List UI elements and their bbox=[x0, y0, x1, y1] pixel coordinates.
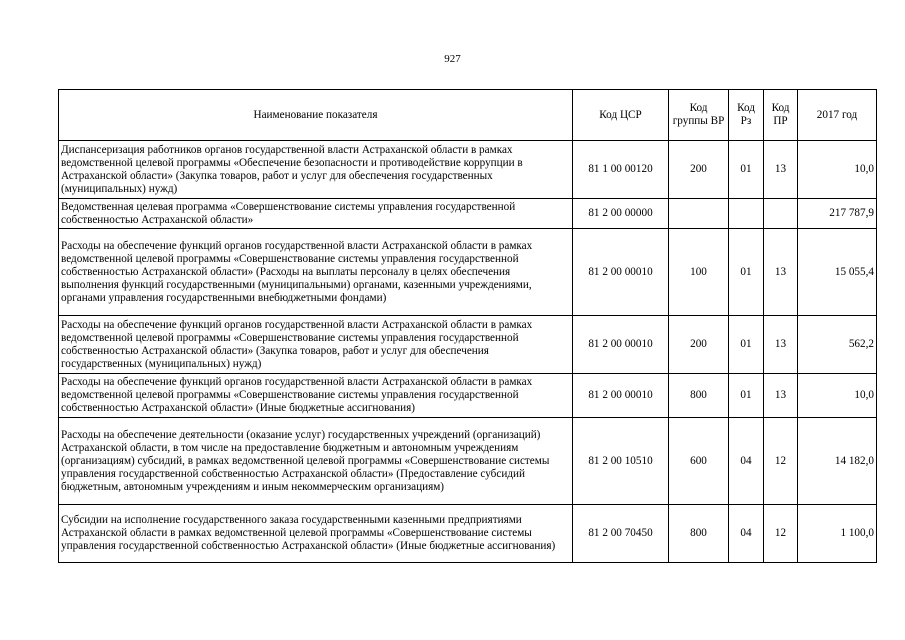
table-row bbox=[59, 374, 877, 418]
row-name: Субсидии на исполнение государственного заказа государственными казенными предприятиями Астраханской области в рамках ведомственной целевой программы «Совершенствование системы управления государственной собственностью Астраханской области» (Иные бюджетные ассигнования) bbox=[59, 505, 573, 563]
row-rz-code: 04 bbox=[729, 505, 764, 563]
table-row bbox=[59, 418, 877, 505]
row-rz-code: 01 bbox=[729, 141, 764, 199]
header-name: Наименование показателя bbox=[59, 90, 573, 141]
table-row bbox=[59, 229, 877, 316]
row-csr-code: 81 1 00 00120 bbox=[573, 141, 669, 199]
row-amount: 10,0 bbox=[798, 374, 877, 418]
table-row bbox=[59, 199, 877, 229]
row-name: Ведомственная целевая программа «Совершенствование системы управления государственной собственностью Астраханской области» bbox=[59, 199, 573, 229]
header-csr-code: Код ЦСР bbox=[573, 90, 669, 141]
row-vr-code: 200 bbox=[669, 141, 729, 199]
row-pr-code: 12 bbox=[764, 505, 798, 563]
row-rz-code: 01 bbox=[729, 374, 764, 418]
header-rz-code: Код Рз bbox=[729, 90, 764, 141]
budget-table bbox=[58, 89, 877, 563]
row-amount: 10,0 bbox=[798, 141, 877, 199]
row-pr-code: 13 bbox=[764, 229, 798, 316]
row-name: Расходы на обеспечение функций органов государственной власти Астраханской области в рамках ведомственной целевой программы «Совершенствование системы управления государственной собственностью Астраханской области» (Расходы на выплаты персоналу в целях обеспечения выполнения функций государственными (муниципальными) органами, казенными учреждениями, органами управления государственными внебюджетными фондами) bbox=[59, 229, 573, 316]
row-name: Расходы на обеспечение деятельности (оказание услуг) государственных учреждений (организаций) Астраханской области, в том числе на предоставление бюджетным и автономным учреждениям (организациям) субсидий, в рамках ведомственной целевой программы «Совершенствование системы управления государственной собственностью Астраханской области» (Предоставление субсидий бюджетным, автономным учреждениям и иным некоммерческим организациям) bbox=[59, 418, 573, 505]
row-csr-code: 81 2 00 00000 bbox=[573, 199, 669, 229]
row-rz-code: 04 bbox=[729, 418, 764, 505]
page-number: 927 bbox=[444, 53, 461, 65]
header-year: 2017 год bbox=[798, 90, 877, 141]
row-amount: 1 100,0 bbox=[798, 505, 877, 563]
header-vr-code: Код группы ВР bbox=[669, 90, 729, 141]
row-csr-code: 81 2 00 70450 bbox=[573, 505, 669, 563]
row-amount: 15 055,4 bbox=[798, 229, 877, 316]
row-pr-code: 12 bbox=[764, 418, 798, 505]
row-amount: 562,2 bbox=[798, 316, 877, 374]
header-pr-code: Код ПР bbox=[764, 90, 798, 141]
row-pr-code: 13 bbox=[764, 141, 798, 199]
row-vr-code: 200 bbox=[669, 316, 729, 374]
row-csr-code: 81 2 00 00010 bbox=[573, 374, 669, 418]
row-pr-code bbox=[764, 199, 798, 229]
row-vr-code bbox=[669, 199, 729, 229]
row-name: Диспансеризация работников органов государственной власти Астраханской области в рамках ведомственной целевой программы «Обеспечение безопасности и противодействие коррупции в Астраханской области» (Закупка товаров, работ и услуг для обеспечения государственных (муниципальных) нужд) bbox=[59, 141, 573, 199]
row-vr-code: 800 bbox=[669, 374, 729, 418]
row-csr-code: 81 2 00 10510 bbox=[573, 418, 669, 505]
row-pr-code: 13 bbox=[764, 316, 798, 374]
row-vr-code: 800 bbox=[669, 505, 729, 563]
row-amount: 217 787,9 bbox=[798, 199, 877, 229]
table-row bbox=[59, 505, 877, 563]
row-vr-code: 100 bbox=[669, 229, 729, 316]
table-row bbox=[59, 316, 877, 374]
table-header-row bbox=[59, 90, 877, 141]
row-pr-code: 13 bbox=[764, 374, 798, 418]
row-csr-code: 81 2 00 00010 bbox=[573, 229, 669, 316]
row-rz-code bbox=[729, 199, 764, 229]
table-row bbox=[59, 141, 877, 199]
row-vr-code: 600 bbox=[669, 418, 729, 505]
row-rz-code: 01 bbox=[729, 229, 764, 316]
row-csr-code: 81 2 00 00010 bbox=[573, 316, 669, 374]
row-name: Расходы на обеспечение функций органов государственной власти Астраханской области в рамках ведомственной целевой программы «Совершенствование системы управления государственной собственностью Астраханской области» (Иные бюджетные ассигнования) bbox=[59, 374, 573, 418]
row-amount: 14 182,0 bbox=[798, 418, 877, 505]
row-name: Расходы на обеспечение функций органов государственной власти Астраханской области в рамках ведомственной целевой программы «Совершенствование системы управления государственной собственностью Астраханской области» (Закупка товаров, работ и услуг для обеспечения государственных (муниципальных) нужд) bbox=[59, 316, 573, 374]
row-rz-code: 01 bbox=[729, 316, 764, 374]
